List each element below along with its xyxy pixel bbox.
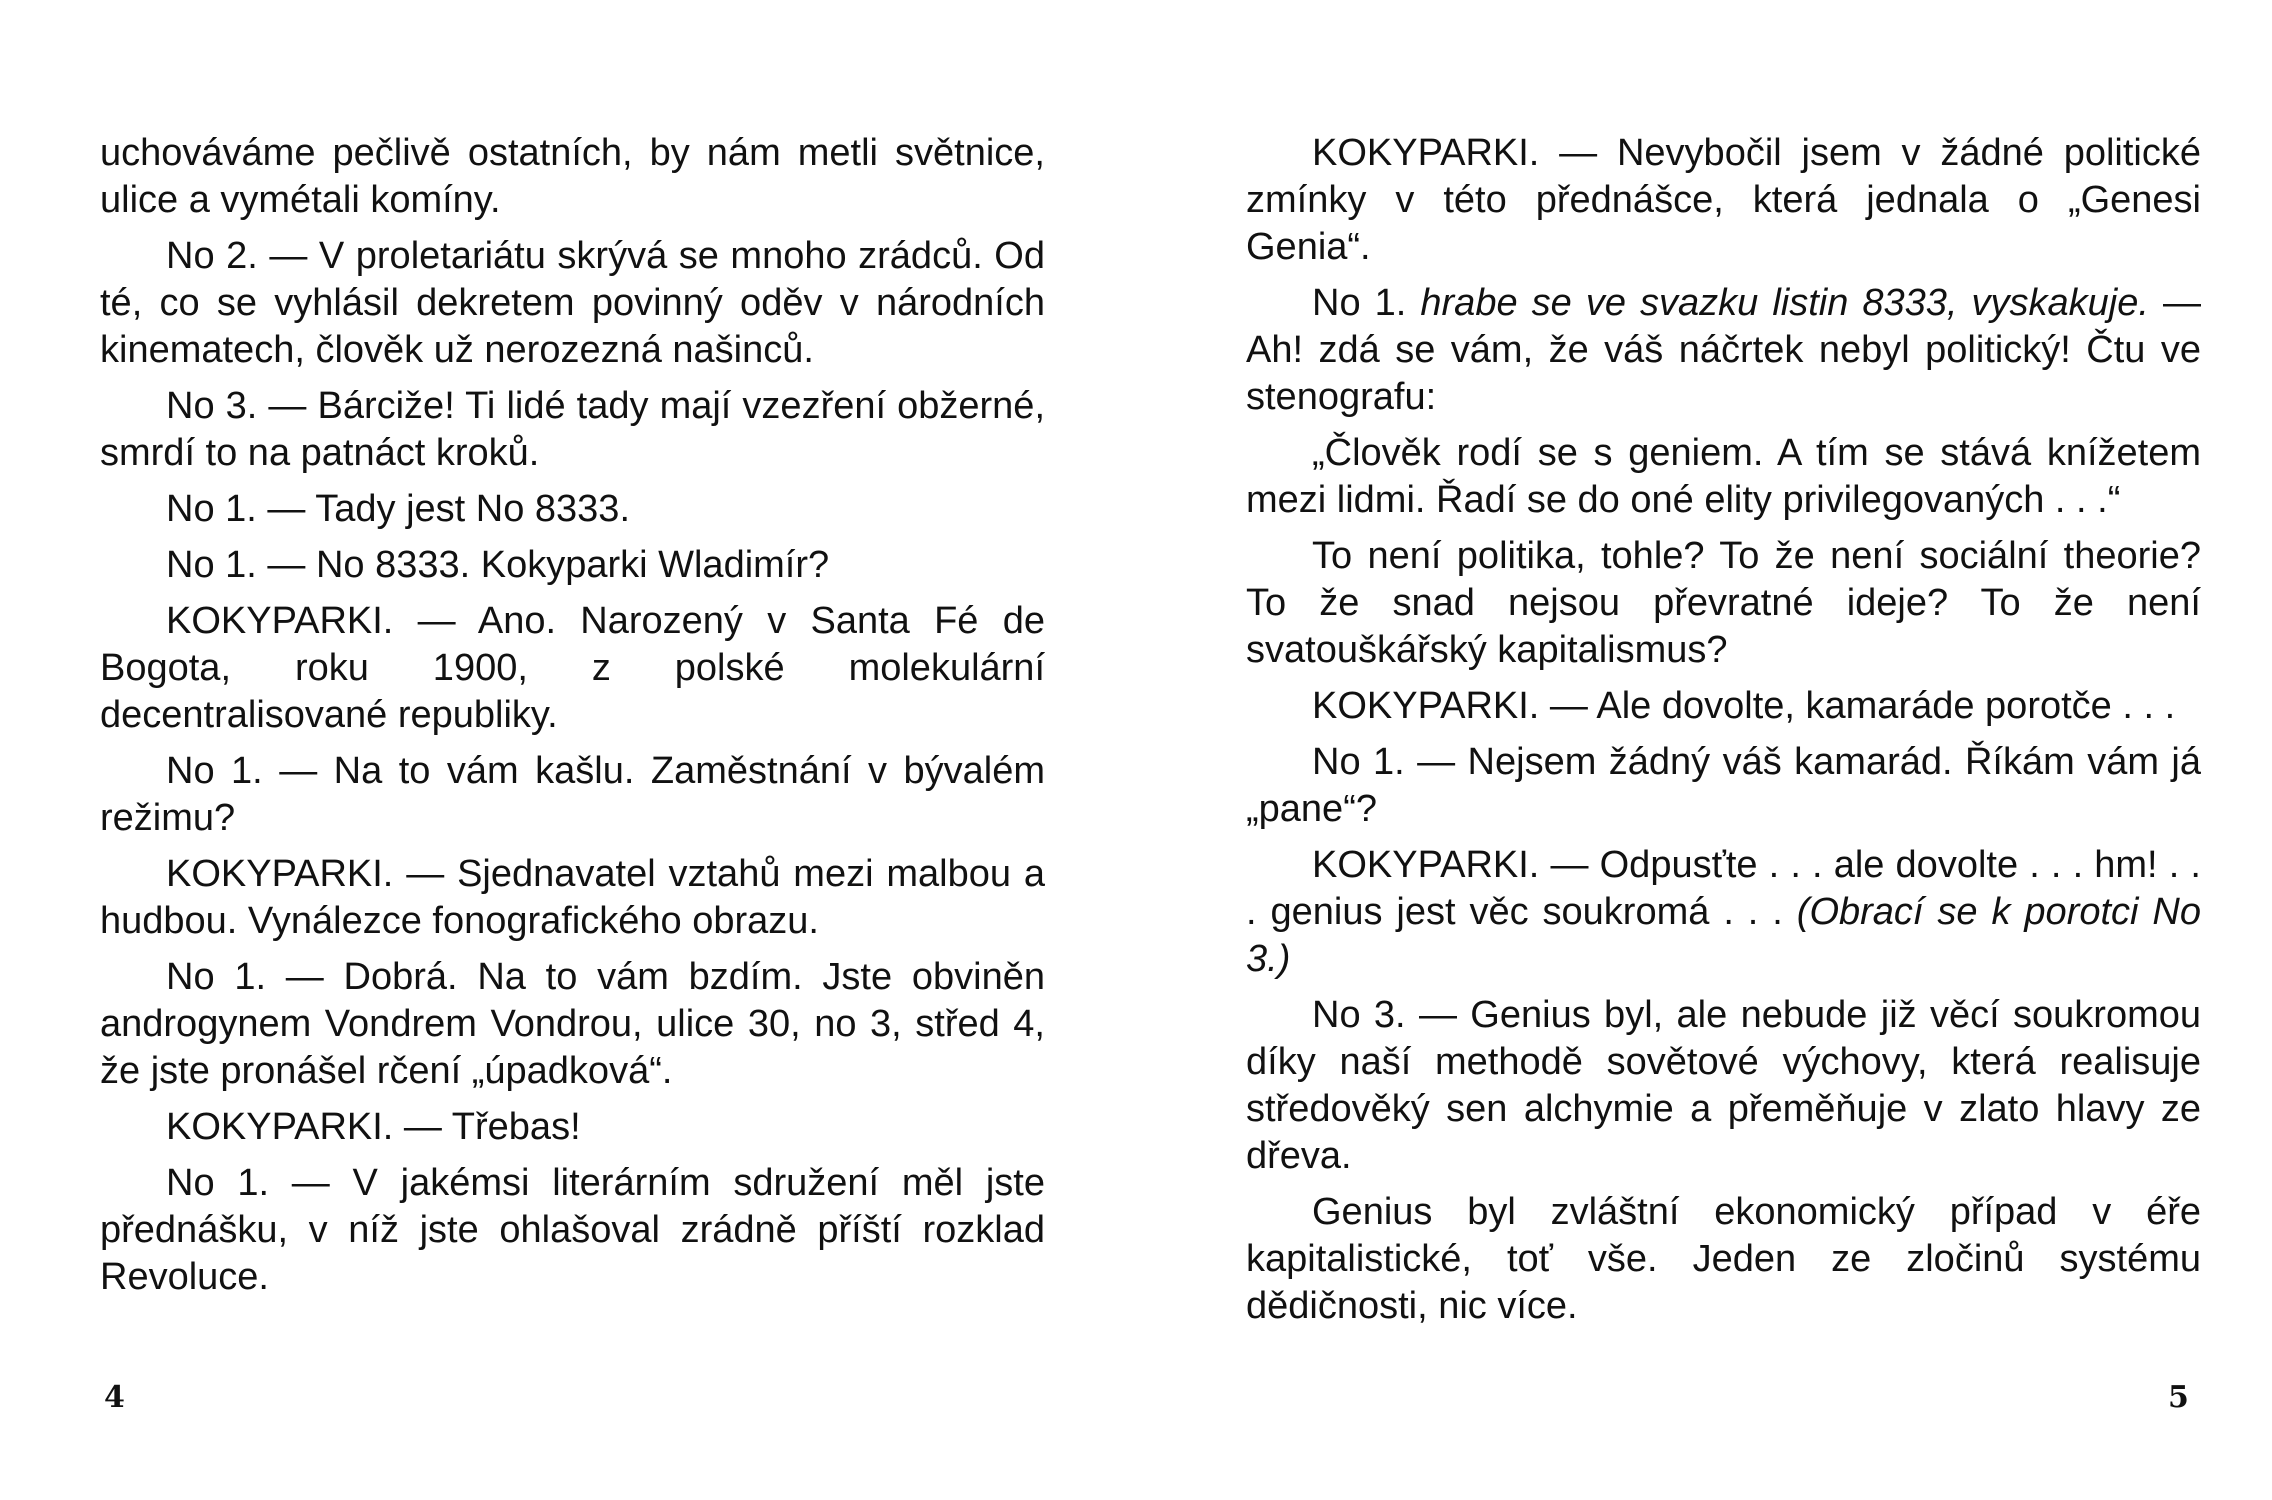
paragraph-kokyparki-speech: KOKYPARKI. — Nevybočil jsem v žádné politické zmínky v této přednášce, která jednala o „Genesi Genia“. bbox=[1246, 132, 2201, 268]
stage-direction: (Obrací se k porotci No 3.) bbox=[1246, 891, 2201, 980]
paragraph-no1-speech: No 1. — Dobrá. Na to vám bzdím. Jste obviněn androgynem Vondrem Vondrou, ulice 30, no 3, střed 4, že jste pronášel rčení „úpadková“. bbox=[100, 956, 1045, 1092]
stage-direction: hrabe se ve svazku listin 8333, vyskakuje. bbox=[1420, 282, 2149, 324]
paragraph-no1-speech bbox=[1246, 280, 2201, 421]
paragraph-kokyparki-speech: KOKYPARKI. — Sjednavatel vztahů mezi malbou a hudbou. Vynálezce fonografického obrazu. bbox=[100, 853, 1045, 942]
paragraph-no2-speech: No 2. — V proletariátu skrývá se mnoho zrádců. Od té, co se vyhlásil dekretem povinný oděv v národních kinematech, člověk už nerozezná našinců. bbox=[100, 235, 1045, 371]
paragraph-no1-speech: No 1. — No 8333. Kokyparki Wladimír? bbox=[166, 544, 830, 586]
paragraph-kokyparki-speech: KOKYPARKI. — Třebas! bbox=[166, 1106, 581, 1148]
page-number-right: 5 bbox=[2168, 1380, 2189, 1415]
page-number-left: 4 bbox=[104, 1380, 125, 1415]
paragraph-kokyparki-speech bbox=[1246, 842, 2201, 983]
paragraph-no3-speech: No 3. — Bárciže! Ti lidé tady mají vzezření obžerné, smrdí to na patnáct kroků. bbox=[100, 385, 1045, 474]
right-page bbox=[1136, 0, 2272, 1500]
right-text-column bbox=[1246, 130, 2201, 1339]
paragraph-no1-speech: No 1. — V jakémsi literárním sdružení měl jste přednášku, v níž jste ohlašoval zrádně příští rozklad Revoluce. bbox=[100, 1162, 1045, 1298]
paragraph-no1-speech: No 1. — Na to vám kašlu. Zaměstnání v bývalém režimu? bbox=[100, 750, 1045, 839]
paragraph-kokyparki-speech: KOKYPARKI. — Ale dovolte, kamaráde porotče . . . bbox=[1312, 685, 2176, 727]
speech-text: — Ah! zdá se vám, že váš náčrtek nebyl politický! Čtu ve stenografu: bbox=[1246, 282, 2202, 418]
paragraph-continuation: uchováváme pečlivě ostatních, by nám metli světnice, ulice a vymétali komíny. bbox=[100, 132, 1045, 221]
speech-text: KOKYPARKI. — Odpusťte . . . ale dovolte . . . hm! . . . genius jest věc soukromá . . . bbox=[1246, 844, 2201, 933]
paragraph-no1-speech: No 1. — Tady jest No 8333. bbox=[166, 488, 630, 530]
paragraph-no1-speech-continued: To není politika, tohle? To že není sociální theorie? To že snad nejsou převratné ideje? To že není svatouškářský kapitalismus? bbox=[1246, 535, 2201, 671]
paragraph-no1-speech: No 1. — Nejsem žádný váš kamarád. Říkám vám já „pane“? bbox=[1246, 741, 2201, 830]
speaker-label: No 1. bbox=[1312, 282, 1407, 324]
paragraph-no3-speech: No 3. — Genius byl, ale nebude již věcí soukromou díky naší methodě sovětové výchovy, která realisuje středověký sen alchymie a přeměňuje v zlato hlavy ze dřeva. bbox=[1246, 994, 2201, 1177]
paragraph-quotation: „Člověk rodí se s geniem. A tím se stává knížetem mezi lidmi. Řadí se do oné elity privilegovaných . . .“ bbox=[1246, 432, 2201, 521]
paragraph-no3-speech-continued: Genius byl zvláštní ekonomický případ v éře kapitalistické, toť vše. Jeden ze zločinů systému dědičnosti, nic více. bbox=[1246, 1191, 2201, 1327]
paragraph-kokyparki-speech: KOKYPARKI. — Ano. Narozený v Santa Fé de Bogota, roku 1900, z polské molekulární decentralisované republiky. bbox=[100, 600, 1045, 736]
left-text-column bbox=[100, 130, 1045, 1310]
